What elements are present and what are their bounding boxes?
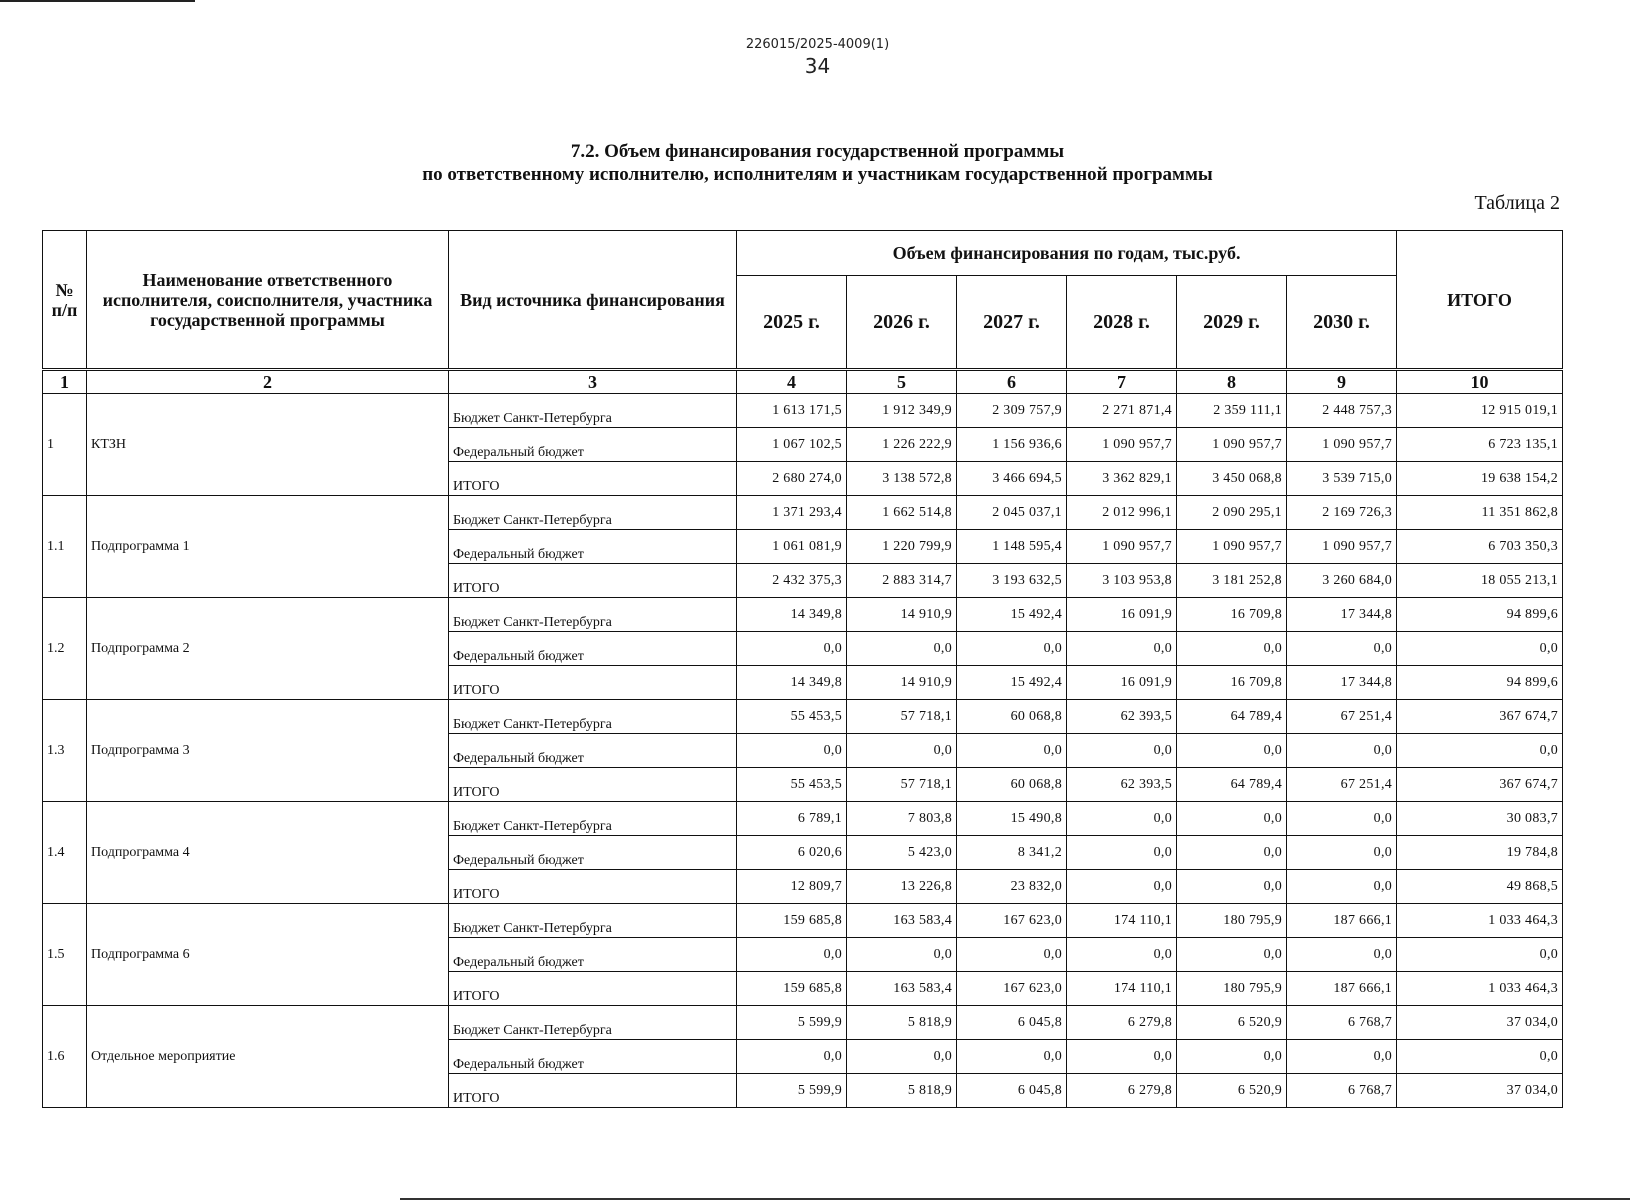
year-value: 0,0 (1287, 938, 1397, 972)
row-index: 1.3 (43, 700, 87, 802)
year-value: 6 279,8 (1067, 1006, 1177, 1040)
year-value: 174 110,1 (1067, 904, 1177, 938)
year-value: 0,0 (1067, 632, 1177, 666)
year-value: 0,0 (1177, 734, 1287, 768)
header-num: № п/п (43, 231, 87, 370)
year-value: 0,0 (737, 1040, 847, 1074)
row-index: 1.2 (43, 598, 87, 700)
year-value: 1 090 957,7 (1287, 530, 1397, 564)
funding-source: ИТОГО (449, 666, 737, 700)
year-value: 6 045,8 (957, 1006, 1067, 1040)
year-value: 6 279,8 (1067, 1074, 1177, 1108)
executor-name: Подпрограмма 3 (87, 700, 449, 802)
funding-source: ИТОГО (449, 1074, 737, 1108)
row-total: 367 674,7 (1397, 768, 1563, 802)
year-value: 0,0 (1067, 1040, 1177, 1074)
year-value: 1 371 293,4 (737, 496, 847, 530)
year-value: 0,0 (737, 938, 847, 972)
year-value: 0,0 (1177, 938, 1287, 972)
executor-name: Подпрограмма 6 (87, 904, 449, 1006)
row-total: 0,0 (1397, 1040, 1563, 1074)
year-value: 6 789,1 (737, 802, 847, 836)
table-row (43, 700, 1563, 734)
year-value: 13 226,8 (847, 870, 957, 904)
document-id: 226015/2025-4009(1) (745, 37, 890, 52)
year-value: 6 520,9 (1177, 1006, 1287, 1040)
year-value: 1 226 222,9 (847, 428, 957, 462)
year-value: 0,0 (1287, 1040, 1397, 1074)
year-value: 55 453,5 (737, 700, 847, 734)
year-value: 0,0 (1177, 1040, 1287, 1074)
header-total: ИТОГО (1397, 231, 1563, 370)
header-year: 2026 г. (847, 276, 957, 370)
executor-name: Отдельное мероприятие (87, 1006, 449, 1108)
row-total: 37 034,0 (1397, 1006, 1563, 1040)
year-value: 8 341,2 (957, 836, 1067, 870)
year-value: 3 260 684,0 (1287, 564, 1397, 598)
funding-source: Федеральный бюджет (449, 734, 737, 768)
row-total: 1 033 464,3 (1397, 972, 1563, 1006)
year-value: 0,0 (1177, 870, 1287, 904)
table-body (43, 394, 1563, 1108)
header-source: Вид источника финансирования (449, 231, 737, 370)
year-value: 62 393,5 (1067, 700, 1177, 734)
year-value: 14 349,8 (737, 666, 847, 700)
year-value: 2 012 996,1 (1067, 496, 1177, 530)
year-value: 1 148 595,4 (957, 530, 1067, 564)
executor-name: Подпрограмма 1 (87, 496, 449, 598)
year-value: 159 685,8 (737, 904, 847, 938)
header-year: 2025 г. (737, 276, 847, 370)
year-value: 0,0 (957, 1040, 1067, 1074)
year-value: 1 090 957,7 (1177, 530, 1287, 564)
row-total: 19 638 154,2 (1397, 462, 1563, 496)
row-total: 11 351 862,8 (1397, 496, 1563, 530)
year-value: 0,0 (1067, 734, 1177, 768)
header-name: Наименование ответственного исполнителя, соисполнителя, участника государственной программы (87, 231, 449, 370)
year-value: 3 539 715,0 (1287, 462, 1397, 496)
year-value: 1 090 957,7 (1287, 428, 1397, 462)
year-value: 6 520,9 (1177, 1074, 1287, 1108)
executor-name: Подпрограмма 4 (87, 802, 449, 904)
funding-source: Федеральный бюджет (449, 632, 737, 666)
year-value: 15 492,4 (957, 666, 1067, 700)
header-row-1 (43, 231, 1563, 276)
year-value: 2 271 871,4 (1067, 394, 1177, 428)
funding-source: Бюджет Санкт-Петербурга (449, 904, 737, 938)
funding-source: Бюджет Санкт-Петербурга (449, 700, 737, 734)
year-value: 0,0 (1287, 734, 1397, 768)
row-total: 37 034,0 (1397, 1074, 1563, 1108)
row-total: 94 899,6 (1397, 666, 1563, 700)
row-total: 94 899,6 (1397, 598, 1563, 632)
year-value: 0,0 (957, 734, 1067, 768)
year-value: 0,0 (847, 734, 957, 768)
year-value: 1 156 936,6 (957, 428, 1067, 462)
year-value: 0,0 (1177, 836, 1287, 870)
column-number: 6 (957, 370, 1067, 394)
column-number: 1 (43, 370, 87, 394)
year-value: 16 091,9 (1067, 666, 1177, 700)
title-line-1: 7.2. Объем финансирования государственной программы (570, 141, 1065, 162)
year-value: 0,0 (1067, 870, 1177, 904)
row-total: 1 033 464,3 (1397, 904, 1563, 938)
funding-source: Бюджет Санкт-Петербурга (449, 802, 737, 836)
column-number: 4 (737, 370, 847, 394)
year-value: 3 466 694,5 (957, 462, 1067, 496)
year-value: 23 832,0 (957, 870, 1067, 904)
row-total: 49 868,5 (1397, 870, 1563, 904)
funding-source: Федеральный бюджет (449, 836, 737, 870)
row-total: 6 723 135,1 (1397, 428, 1563, 462)
year-value: 60 068,8 (957, 768, 1067, 802)
year-value: 163 583,4 (847, 904, 957, 938)
table-row (43, 496, 1563, 530)
year-value: 2 309 757,9 (957, 394, 1067, 428)
year-value: 2 883 314,7 (847, 564, 957, 598)
header-year: 2029 г. (1177, 276, 1287, 370)
year-value: 1 090 957,7 (1177, 428, 1287, 462)
year-value: 1 090 957,7 (1067, 530, 1177, 564)
year-value: 14 349,8 (737, 598, 847, 632)
header-year: 2027 г. (957, 276, 1067, 370)
year-value: 55 453,5 (737, 768, 847, 802)
year-value: 16 091,9 (1067, 598, 1177, 632)
year-value: 0,0 (737, 734, 847, 768)
year-value: 0,0 (1067, 802, 1177, 836)
table-caption: Таблица 2 (1474, 192, 1560, 214)
year-value: 14 910,9 (847, 666, 957, 700)
year-value: 14 910,9 (847, 598, 957, 632)
funding-source: Бюджет Санкт-Петербурга (449, 1006, 737, 1040)
table-row (43, 1006, 1563, 1040)
year-value: 15 490,8 (957, 802, 1067, 836)
year-value: 2 432 375,3 (737, 564, 847, 598)
year-value: 187 666,1 (1287, 972, 1397, 1006)
funding-source: Бюджет Санкт-Петербурга (449, 496, 737, 530)
year-value: 6 768,7 (1287, 1006, 1397, 1040)
header-years-group: Объем финансирования по годам, тыс.руб. (737, 231, 1397, 276)
year-value: 1 061 081,9 (737, 530, 847, 564)
row-total: 30 083,7 (1397, 802, 1563, 836)
table-row (43, 598, 1563, 632)
year-value: 1 662 514,8 (847, 496, 957, 530)
year-value: 16 709,8 (1177, 666, 1287, 700)
table-row (43, 802, 1563, 836)
row-index: 1.4 (43, 802, 87, 904)
year-value: 64 789,4 (1177, 700, 1287, 734)
row-index: 1.1 (43, 496, 87, 598)
year-value: 3 193 632,5 (957, 564, 1067, 598)
funding-source: ИТОГО (449, 768, 737, 802)
year-value: 163 583,4 (847, 972, 957, 1006)
year-value: 0,0 (1067, 938, 1177, 972)
year-value: 5 599,9 (737, 1074, 847, 1108)
column-number: 10 (1397, 370, 1563, 394)
year-value: 0,0 (737, 632, 847, 666)
funding-source: Бюджет Санкт-Петербурга (449, 598, 737, 632)
year-value: 16 709,8 (1177, 598, 1287, 632)
year-value: 7 803,8 (847, 802, 957, 836)
scan-artifact-line (0, 0, 195, 2)
year-value: 2 359 111,1 (1177, 394, 1287, 428)
year-value: 5 818,9 (847, 1074, 957, 1108)
year-value: 1 067 102,5 (737, 428, 847, 462)
year-value: 0,0 (1287, 870, 1397, 904)
year-value: 57 718,1 (847, 700, 957, 734)
year-value: 2 090 295,1 (1177, 496, 1287, 530)
executor-name: КТЗН (87, 394, 449, 496)
year-value: 6 768,7 (1287, 1074, 1397, 1108)
row-total: 0,0 (1397, 734, 1563, 768)
year-value: 57 718,1 (847, 768, 957, 802)
column-number: 5 (847, 370, 957, 394)
row-total: 367 674,7 (1397, 700, 1563, 734)
year-value: 3 362 829,1 (1067, 462, 1177, 496)
year-value: 1 090 957,7 (1067, 428, 1177, 462)
year-value: 5 423,0 (847, 836, 957, 870)
year-value: 17 344,8 (1287, 598, 1397, 632)
table-row (43, 394, 1563, 428)
year-value: 1 912 349,9 (847, 394, 957, 428)
row-index: 1.5 (43, 904, 87, 1006)
year-value: 0,0 (957, 938, 1067, 972)
year-value: 3 103 953,8 (1067, 564, 1177, 598)
column-number: 7 (1067, 370, 1177, 394)
funding-source: ИТОГО (449, 870, 737, 904)
year-value: 5 818,9 (847, 1006, 957, 1040)
year-value: 2 448 757,3 (1287, 394, 1397, 428)
year-value: 187 666,1 (1287, 904, 1397, 938)
year-value: 60 068,8 (957, 700, 1067, 734)
year-value: 0,0 (1287, 632, 1397, 666)
financing-table (42, 230, 1563, 1108)
funding-source: ИТОГО (449, 462, 737, 496)
year-value: 3 181 252,8 (1177, 564, 1287, 598)
row-total: 6 703 350,3 (1397, 530, 1563, 564)
funding-source: Федеральный бюджет (449, 428, 737, 462)
column-numbers-row (43, 370, 1563, 394)
year-value: 0,0 (1177, 802, 1287, 836)
year-value: 67 251,4 (1287, 768, 1397, 802)
row-index: 1 (43, 394, 87, 496)
row-total: 0,0 (1397, 632, 1563, 666)
header-year: 2030 г. (1287, 276, 1397, 370)
year-value: 2 680 274,0 (737, 462, 847, 496)
section-title (0, 140, 1635, 186)
year-value: 167 623,0 (957, 972, 1067, 1006)
year-value: 1 613 171,5 (737, 394, 847, 428)
row-total: 12 915 019,1 (1397, 394, 1563, 428)
year-value: 1 220 799,9 (847, 530, 957, 564)
year-value: 0,0 (957, 632, 1067, 666)
funding-source: ИТОГО (449, 564, 737, 598)
column-number: 8 (1177, 370, 1287, 394)
funding-source: Федеральный бюджет (449, 530, 737, 564)
funding-source: Федеральный бюджет (449, 938, 737, 972)
column-number: 2 (87, 370, 449, 394)
page-number: 34 (804, 54, 831, 78)
year-value: 0,0 (847, 938, 957, 972)
year-value: 62 393,5 (1067, 768, 1177, 802)
year-value: 6 045,8 (957, 1074, 1067, 1108)
year-value: 17 344,8 (1287, 666, 1397, 700)
year-value: 0,0 (1287, 802, 1397, 836)
year-value: 0,0 (1287, 836, 1397, 870)
funding-source: ИТОГО (449, 972, 737, 1006)
year-value: 0,0 (847, 632, 957, 666)
year-value: 180 795,9 (1177, 904, 1287, 938)
year-value: 3 138 572,8 (847, 462, 957, 496)
year-value: 167 623,0 (957, 904, 1067, 938)
year-value: 67 251,4 (1287, 700, 1397, 734)
year-value: 6 020,6 (737, 836, 847, 870)
year-value: 64 789,4 (1177, 768, 1287, 802)
funding-source: Федеральный бюджет (449, 1040, 737, 1074)
year-value: 2 169 726,3 (1287, 496, 1397, 530)
year-value: 3 450 068,8 (1177, 462, 1287, 496)
row-total: 19 784,8 (1397, 836, 1563, 870)
row-total: 0,0 (1397, 938, 1563, 972)
year-value: 174 110,1 (1067, 972, 1177, 1006)
year-value: 5 599,9 (737, 1006, 847, 1040)
title-line-2: по ответственному исполнителю, исполнителям и участникам государственной программы (422, 164, 1213, 185)
year-value: 12 809,7 (737, 870, 847, 904)
year-value: 2 045 037,1 (957, 496, 1067, 530)
header-year: 2028 г. (1067, 276, 1177, 370)
table-row (43, 904, 1563, 938)
row-index: 1.6 (43, 1006, 87, 1108)
row-total: 18 055 213,1 (1397, 564, 1563, 598)
year-value: 0,0 (847, 1040, 957, 1074)
funding-source: Бюджет Санкт-Петербурга (449, 394, 737, 428)
year-value: 180 795,9 (1177, 972, 1287, 1006)
year-value: 0,0 (1177, 632, 1287, 666)
year-value: 0,0 (1067, 836, 1177, 870)
column-number: 9 (1287, 370, 1397, 394)
executor-name: Подпрограмма 2 (87, 598, 449, 700)
column-number: 3 (449, 370, 737, 394)
year-value: 159 685,8 (737, 972, 847, 1006)
year-value: 15 492,4 (957, 598, 1067, 632)
